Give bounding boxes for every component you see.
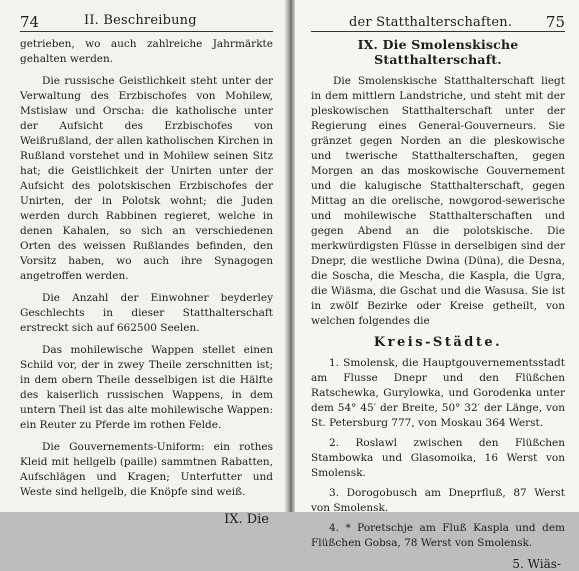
right-page-number: 75 [545, 13, 565, 31]
list-item: 1. Smolensk, die Hauptgouvernementsstadt am Flusse Dnepr und den Flüßchen Ratschewka, Gurylowka, und Gorodenka unter dem 54° 45′ der Breite, 50° 32′ der Länge, von St. Petersburg 777, von Moskau 364 Werst. [311, 357, 565, 429]
left-page-header [20, 9, 273, 32]
list-item: 3. Dorogobusch am Dneprfluß, 87 Werst von Smolensk. [311, 487, 565, 514]
list-item: 2. Roslawl zwischen den Flüßchen Stambowka und Glasomoika, 16 Werst von Smolensk. [311, 437, 565, 479]
section-title: IX. Die Smolenskische Statthalterschaft. [357, 37, 519, 67]
right-page-header [311, 9, 565, 32]
right-page [295, 0, 579, 571]
left-paragraph-4: Das mohilewische Wappen stellet einen Schild vor, der in zwey Theile zerschnitten ist; in dem obern Theile desselbigen ist die Hälfte des kaiserlich russischen Wappens, in dem untern Theil ist das alte mohilewische Wappen: ein Reuter zu Pferde im rothen Felde. [20, 344, 273, 431]
section-intro: Die Smolenskische Statthalterschaft liegt in dem mittlern Landstriche, und steht mit der pleskowischen Statthalterschaft unter der Regierung eines General-Gouverneurs. Sie gränzet gegen Norden an die pleskowische und twerische Statthalterschaften, gegen Morgen an das moskowische Gouvernement und die kalugische Statthalterschaft, gegen Mittag an die orelische, nowgorod-sewerische und mohilewische Statthalterschaften und gegen Abend an die polotskische. Die merkwürdigsten Flüsse in derselbigen sind der Dnepr, die westliche Dwina (Düna), die Desna, die Soscha, die Mescha, die Kaspla, die Ugra, die Wiäsma, die Gschat und die Wasusa. Sie ist in zwölf Bezirke oder Kreise getheilt, von welchen folgendes die [311, 75, 565, 327]
subheading-kreis-staedte: Kreis-Städte. [373, 335, 503, 350]
left-running-head: II. Beschreibung [84, 13, 197, 28]
left-paragraph-5: Die Gouvernements-Uniform: ein rothes Kleid mit hellgelb (paille) sammtnen Rabatten, Aufschlägen und Kragen; Unterfutter und Weste sind hellgelb, die Knöpfe sind weiß. [20, 441, 273, 498]
left-page [0, 0, 285, 527]
left-paragraph-3: Die Anzahl der Einwohner beyderley Geschlechts in dieser Statthalterschaft erstreckt sich auf 662500 Seelen. [20, 292, 273, 334]
left-catchword: IX. Die [224, 512, 269, 527]
book-spine [285, 0, 295, 512]
list-item: 4. * Poretschje am Fluß Kaspla und dem Flüßchen Gobsa, 78 Werst von Smolensk. [311, 522, 565, 549]
left-paragraph-2: Die russische Geistlichkeit steht unter der Verwaltung des Erzbischofes von Mohilew, Mstislaw und Orscha: die katholische unter der Aufsicht des Erzbischofes von Weißrußland, der allen katholischen Kirchen in Rußland vorstehet und in Mohilew seinen Sitz hat; die Geistlichkeit der Unirten unter der Aufsicht des polotskischen Erzbischofes der Unirten, der in Polotsk wohnt; die Juden werden durch Rabbinen regieret, welche in denen Kahalen, so sich an verschiedenen Orten des weissen Rußlandes befinden, den Vorsitz haben, wo auch ihre Synagogen angetroffen werden. [20, 75, 273, 282]
right-running-head: der Statthalterschaften. [349, 15, 513, 30]
right-catchword: 5. Wiäs- [512, 557, 561, 571]
left-page-number: 74 [20, 13, 40, 31]
left-paragraph-1: getrieben, wo auch zahlreiche Jahrmärkte gehalten werden. [20, 38, 273, 65]
